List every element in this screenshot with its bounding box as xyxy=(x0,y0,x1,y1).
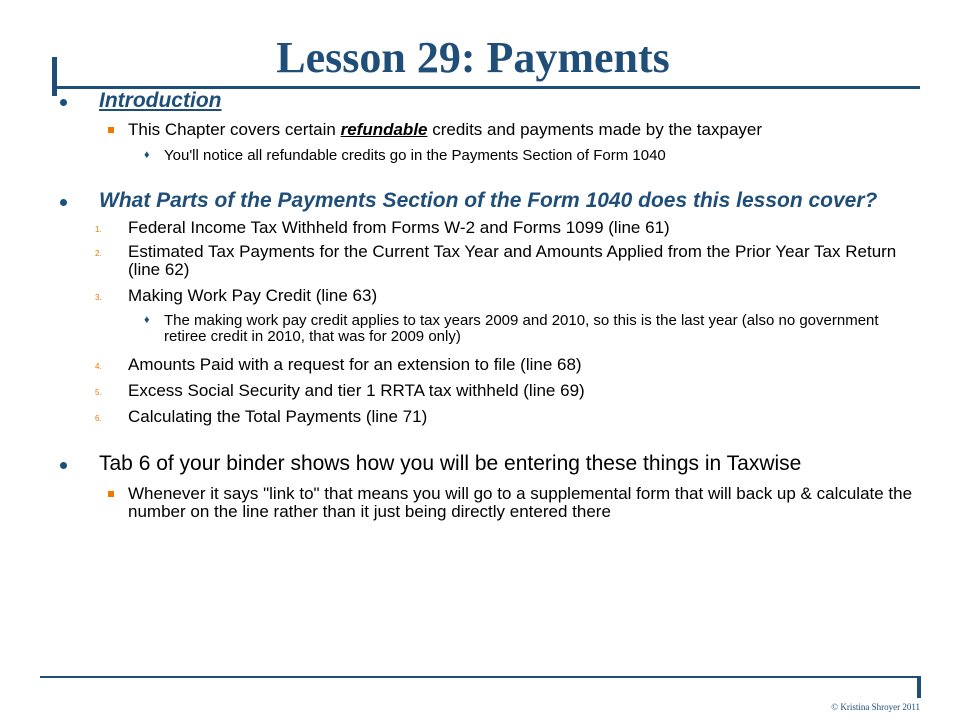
section-introduction xyxy=(58,90,918,112)
item-text: Calculating the Total Payments (line 71) xyxy=(128,407,428,426)
item-text: Excess Social Security and tier 1 RRTA tax withheld (line 69) xyxy=(128,381,585,400)
item-number: 2. xyxy=(95,249,102,258)
bullet-item xyxy=(58,485,918,521)
section-heading: Tab 6 of your binder shows how you will be entering these things in Taxwise xyxy=(99,452,802,475)
item-text: Whenever it says "link to" that means you will go to a supplemental form that will back up & calculate the number on the line rather than it just being directly entered there xyxy=(128,484,913,521)
numbered-item xyxy=(58,356,918,374)
item-text-after: credits and payments made by the taxpayer xyxy=(427,120,763,139)
numbered-item xyxy=(58,287,918,305)
sub-item-text: The making work pay credit applies to tax years 2009 and 2010, so this is the last year (also no government retiree credit in 2010, that was for 2009 only) xyxy=(164,312,879,345)
emphasis-refundable: refundable xyxy=(340,120,428,139)
circle-bullet-icon xyxy=(60,99,67,106)
circle-bullet-icon xyxy=(60,199,67,206)
item-number: 4. xyxy=(95,362,102,371)
bullet-item xyxy=(58,121,918,139)
numbered-item xyxy=(58,408,918,426)
item-number: 5. xyxy=(95,388,102,397)
item-number: 6. xyxy=(95,414,102,423)
decorative-bar-bottom xyxy=(917,676,921,698)
item-text: Making Work Pay Credit (line 63) xyxy=(128,286,378,305)
section-taxwise xyxy=(58,453,918,475)
section-payments-parts xyxy=(58,190,918,212)
item-number: 1. xyxy=(95,225,102,234)
numbered-item xyxy=(58,243,918,279)
numbered-item xyxy=(58,219,918,237)
sub-bullet-item xyxy=(58,148,918,164)
diamond-bullet-icon: ♦ xyxy=(144,314,150,326)
square-bullet-icon xyxy=(108,127,114,133)
item-text: Amounts Paid with a request for an extension to file (line 68) xyxy=(128,355,582,374)
footer-rule xyxy=(40,676,920,678)
item-text: Estimated Tax Payments for the Current Tax Year and Amounts Applied from the Prior Year Tax Return (line 62) xyxy=(128,242,897,279)
section-heading: Introduction xyxy=(99,89,222,112)
section-heading: What Parts of the Payments Section of the Form 1040 does this lesson cover? xyxy=(99,189,878,212)
item-text-before: This Chapter covers certain xyxy=(128,120,341,139)
sub-item-text: You'll notice all refundable credits go in the Payments Section of Form 1040 xyxy=(164,147,666,164)
sub-bullet-item xyxy=(58,313,918,345)
circle-bullet-icon xyxy=(60,462,67,469)
diamond-bullet-icon: ♦ xyxy=(144,149,150,161)
slide-content xyxy=(58,90,918,521)
square-bullet-icon xyxy=(108,491,114,497)
numbered-item xyxy=(58,382,918,400)
item-number: 3. xyxy=(95,293,102,302)
slide-title: Lesson 29: Payments xyxy=(276,33,670,82)
item-text: Federal Income Tax Withheld from Forms W-2 and Forms 1099 (line 61) xyxy=(128,218,670,237)
copyright-notice: © Kristina Shroyer 2011 xyxy=(831,702,920,712)
